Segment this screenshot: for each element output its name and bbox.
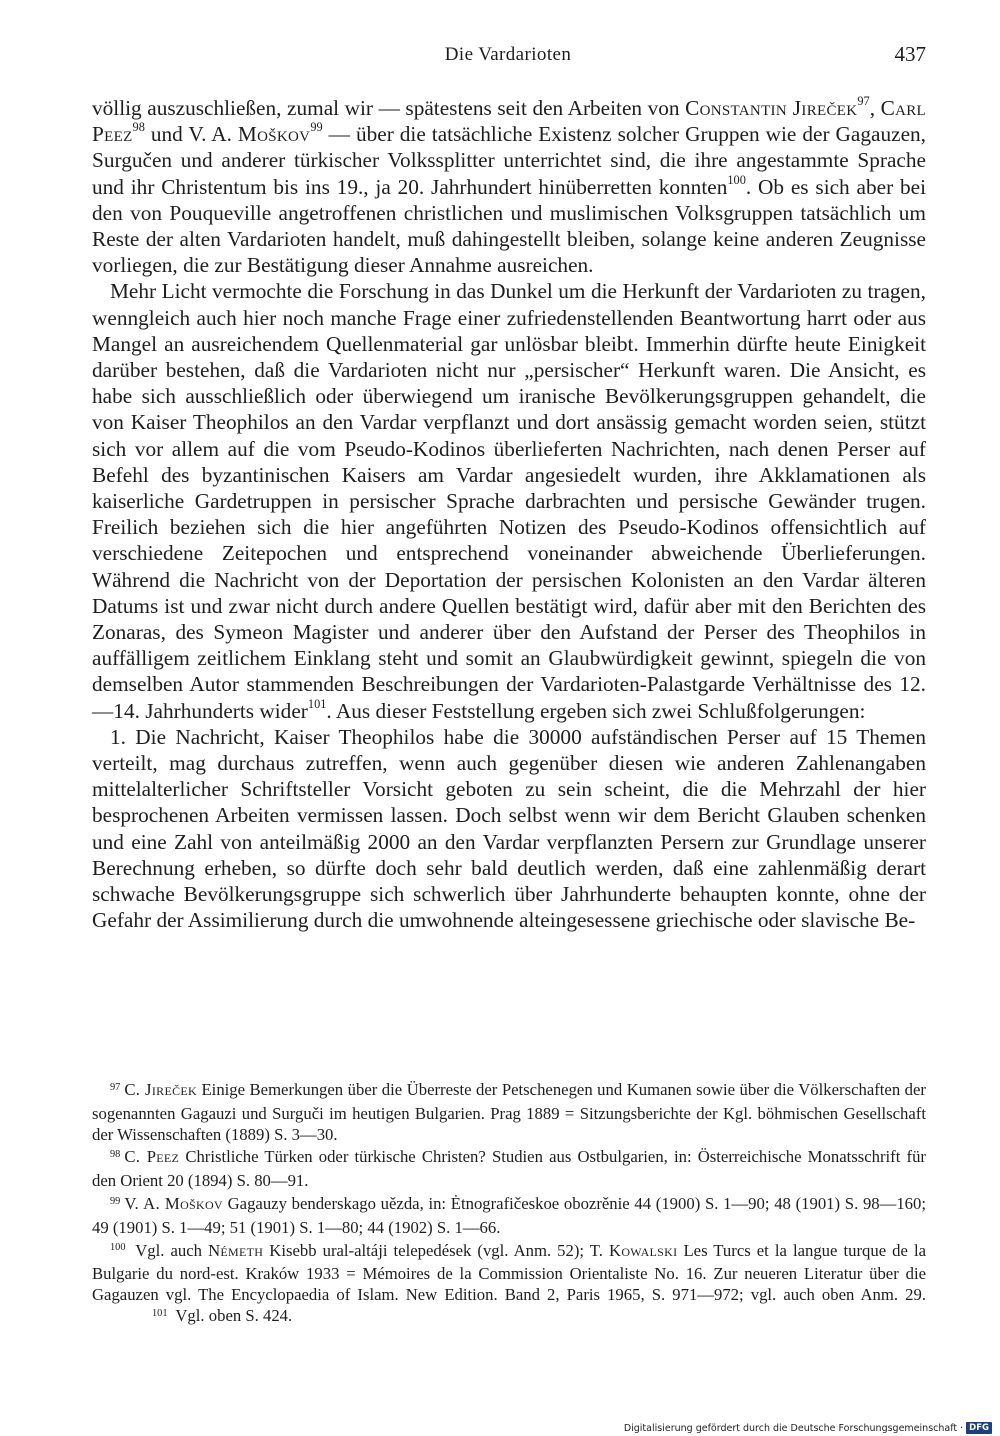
footnote-ref: 101 bbox=[307, 696, 327, 711]
author-name: V. A. Moškov bbox=[124, 1193, 223, 1213]
footnote-number: 101 bbox=[152, 1307, 168, 1319]
author-name: C. Peez bbox=[124, 1147, 180, 1167]
text-run: Mehr Licht vermochte die Forschung in das Dunkel um die Herkunft der Vardarioten zu tragen, wenngleich auch hier noch manche Frage einer zufriedenstellenden Beantwortung harrt oder aus Mangel an ausreichendem Quellenmaterial gar unlösbar bleibt. Immerhin dürfte heute Einigkeit darüber bestehen, daß die Vardarioten nicht nur „persischer“ Herkunft waren. Die Ansicht, es habe sich ausschließlich oder überwiegend um iranische Bevölkerungsgruppen gehandelt, die von Kaiser Theophilos an den Vardar verpflanzt und dort ansässig gemacht worden seien, stützt sich vor allem auf die vom Pseudo-Kodinos überlieferten Nachrichten, nach denen Perser auf Befehl des byzantinischen Kaisers am Vardar angesiedelt wurden, ihre Akklamationen als kaiserliche Gardetruppen in persischer Sprache darbrachten und persische Gewänder trugen. Freilich beziehen sich die hier angeführten Notizen des Pseudo-Kodinos offensichtlich auf verschiedene Zeitepochen und entsprechend voneinander abweichende Überlieferungen. Während die Nachricht von der Deportation der persischen Kolonisten an den Vardar älteren Datums ist und zwar nicht durch andere Quellen bestätigt wird, dafür aber mit den Berichten des Zonaras, des Symeon Magister und anderer über den Aufstand der Perser des Theophilos in auffälligem zeitlichem Einklang steht und somit an Glaubwürdigkeit gewinnt, spiegeln die von demselben Autor stammenden Beschreibungen der Vardarioten-Palastgarde Verhältnisse des 12.—14. Jahrhunderts wider bbox=[92, 279, 926, 723]
text-run: Einige Bemerkungen über die Überreste der Petschenegen und Kumanen sowie über die Völkerschaften der sogenannten Gagauzi und Surguči im heutigen Bulgarien. Prag 1889 = Sitzungsberichte der Kgl. böhmischen Gesellschaft der Wissenschaften (1889) S. 3—30. bbox=[92, 1080, 926, 1144]
author-name: Carl Peez bbox=[92, 96, 926, 147]
page-header bbox=[90, 44, 926, 74]
page-number: 437 bbox=[894, 42, 926, 66]
dfg-logo-icon: DFG bbox=[966, 1422, 992, 1434]
author-name: C. Jireček bbox=[124, 1080, 197, 1099]
text-run: und V. A. bbox=[144, 122, 238, 147]
footnote-number: 97 bbox=[110, 1081, 121, 1093]
text-run: . Ob es sich aber bei den von Pouqueville angetroffenen christlichen und muslimischen Volksgruppen tatsächlich um Reste der alten Vardarioten handelt, muß dahingestellt bleiben, solange keine anderen Zeugnisse vorliegen, die zur Bestätigung dieser Annahme ausreichen. bbox=[92, 174, 926, 278]
footnote-ref: 100 bbox=[727, 172, 746, 187]
footnote-99 bbox=[92, 1194, 926, 1239]
author-name: Constantin Jireček bbox=[685, 96, 858, 120]
text-run: Christliche Türken oder türkische Christen? Studien aus Ostbulgarien, in: Österreichische Monatsschrift für den Orient 20 (1894) S. 80—91. bbox=[92, 1147, 926, 1191]
text-run: . Aus dieser Feststellung ergeben sich zwei Schlußfolgerungen: bbox=[326, 698, 866, 723]
paragraph-3: 1. Die Nachricht, Kaiser Theophilos habe die 30000 aufständischen Perser auf 15 Themen verteilt, mag durchaus zutreffen, wenn auch gegenüber diesen wie anderen Zahlenangaben mittelalterlicher Schriftsteller Vorsicht geboten zu sein scheint, die die Mehrzahl der hier besprochenen Arbeiten vermissen lassen. Doch selbst wenn wir dem Bericht Glauben schenken und eine Zahl von anteilmäßig 2000 an den Vardar verpflanzten Persern zur Grundlage unserer Berechnung erheben, so dürfte doch sehr bald deutlich werden, daß eine zahlenmäßig derart schwache Bevölkerungsgruppe sich schwerlich über Jahrhunderte behaupten konnte, ohne der Gefahr der Assimilierung durch die umwohnende alteingesessene griechische oder slavische Be- bbox=[92, 724, 926, 933]
text-run: Les Turcs et la langue turque de la Bulgarie du nord-est. Kraków 1933 = Mémoires de la Commission Orientaliste No. 16. Zur neueren Literatur über die Gagauzen vgl. The Encyclopaedia of Islam. New Edition. Band 2, Paris 1965, S. 971—972; vgl. auch oben Anm. 29. bbox=[92, 1240, 926, 1305]
footnote-number: 98 bbox=[110, 1149, 121, 1161]
body-text bbox=[92, 95, 926, 934]
footnote-101 bbox=[152, 1306, 292, 1325]
footnote-number: 100 bbox=[110, 1242, 126, 1254]
footnote-number: 99 bbox=[110, 1195, 121, 1207]
paragraph-1 bbox=[92, 95, 926, 278]
footnotes bbox=[92, 1080, 926, 1332]
footnote-98 bbox=[92, 1147, 926, 1192]
author-name: Moškov bbox=[237, 122, 311, 147]
footnote-ref: 98 bbox=[132, 120, 145, 135]
credit-text: Digitalisierung gefördert durch die Deutsche Forschungsgemeinschaft · bbox=[623, 1422, 964, 1434]
author-name: Németh bbox=[208, 1240, 264, 1260]
footnote-100 bbox=[92, 1241, 926, 1330]
paragraph-2 bbox=[92, 278, 926, 723]
running-title: Die Vardarioten bbox=[444, 44, 572, 65]
footnote-ref: 97 bbox=[857, 94, 870, 109]
footnote-ref: 99 bbox=[310, 120, 323, 135]
author-name: Kowalski bbox=[608, 1240, 678, 1260]
text-run: — über die tatsächliche Existenz solcher Gruppen wie der Gagauzen, Surgučen und anderer türkischer Volkssplitter unterrichtet sind, die ihre angestammte Sprache und ihr Christentum bis ins 19., ja 20. Jahrhundert hinüberretten konnten bbox=[92, 122, 926, 199]
text-run: völlig auszuschließen, zumal wir — spätestens seit den Arbeiten von bbox=[92, 96, 686, 120]
text-run: , bbox=[869, 96, 881, 120]
text-run: Vgl. auch bbox=[129, 1240, 209, 1260]
digitization-credit bbox=[624, 1422, 992, 1434]
text-run: Kisebb ural-altáji telepedések (vgl. Anm. 52); T. bbox=[263, 1240, 609, 1260]
footnote-97 bbox=[92, 1080, 926, 1145]
text-run: Vgl. oben S. 424. bbox=[171, 1305, 293, 1325]
text-run: Gagauzy benderskago uězda, in: Ėtnografičeskoe obozrěnie 44 (1900) S. 1—90; 48 (1901) S. 98—160; 49 (1901) S. 1—49; 51 (1901) S. 1—80; 44 (1902) S. 1—66. bbox=[92, 1193, 926, 1237]
